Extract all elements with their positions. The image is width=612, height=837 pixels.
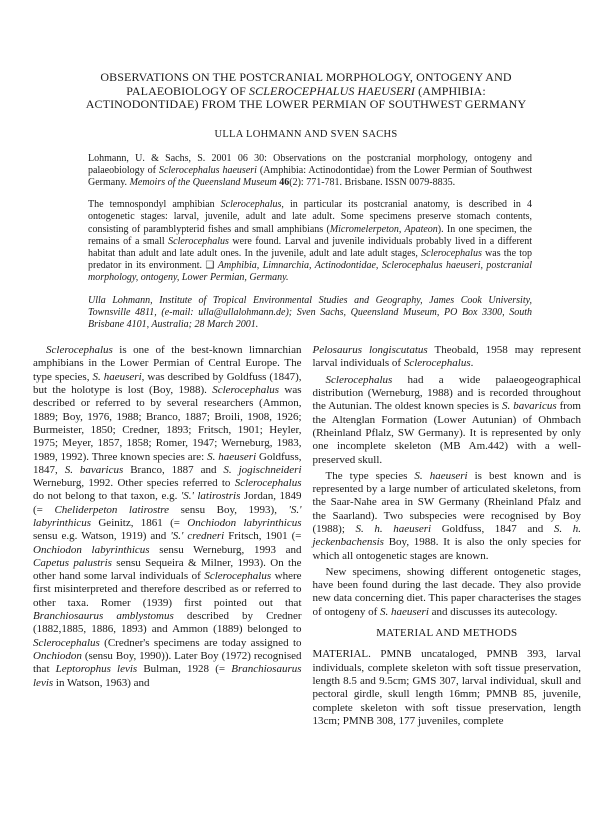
body-paragraph: The type species S. haeuseri is best known and is represented by a large number of articulated skeletons, from the Saar-Nahe area in SW Germany (Rheinland Pfalz and the Saarland). Two subspecies were recognised by Boy (1988); S. h. haeuseri Goldfuss, 1847 and S. h. jeckenbachensis Boy, 1988. It is also the only species for which all ontogenetic stages are known. (312, 469, 582, 562)
body-paragraph: New specimens, showing different ontogenetic stages, have been found during the last decade. They also provide new data concerning diet. This paper characterises the stages of ontogeny of S. haeuseri and discusses its autecology. (312, 565, 581, 618)
article-title-line-1: OBSERVATIONS ON THE POSTCRANIAL MORPHOLOGY, ONTOGENY AND (100, 70, 512, 84)
body-paragraph: Sclerocephalus had a wide palaeogeographical distribution (Werneburg, 1988) and is recorded throughout the Autunian. The oldest known species is S. bavaricus from the Altenglan Formation (Lower Autunian) of Ohmbach (Rheinland Pflalz, SW Germany). It is represented by only one incomplete skeleton (MB Am.442) with a well-preserved skull. (312, 373, 581, 466)
section-heading-material-and-methods: MATERIAL AND METHODS (376, 627, 518, 640)
citation-block: Lohmann, U. & Sachs, S. 2001 06 30: Observations on the postcranial morphology, ontogeny and palaeobiology of Sclerocephalus haeuseri (Amphibia: Actinodontidae) from the Lower Permian of Southwest Germany. Memoirs of the Queensland Museum 46(2): 771-781. Brisbane. ISSN 0079-8835. (88, 152, 532, 188)
body-paragraph: MATERIAL. PMNB uncataloged, PMNB 393, larval individuals, complete skeleton with soft tissue preservation, length 8.5 and 9.5cm; GMS 307, larval individual, skull and pectoral girdle, skull length 16mm; PMNB 85, juvenile, complete skeleton with soft tissue preservation, length 13cm; PMNB 308, 177 juveniles, complete (312, 648, 581, 727)
body-paragraph: Pelosaurus longiscutatus Theobald, 1958 may represent larval individuals of Sclerocephalus. (312, 344, 581, 370)
abstract-block: The temnospondyl amphibian Sclerocephalus, in particular its postcranial anatomy, is described in 4 ontogenetic stages: larval, juvenile, adult and late adult. Some specimens preserve stomach contents, consisting of paramblypterid fishes and small amphibians (Micromelerpeton, Apateon). In one specimen, the remains of a small Sclerocephalus were found. Larval and juvenile individuals probably lived in a different habitat than adult and late adult ones. In the juvenile, adult and late adult stages, Sclerocephalus was the top predator in its environment. ❑ Amphibia, Limnarchia, Actinodontidae, Sclerocephalus haeuseri, postcranial morphology, ontogeny, Lower Permian, Germany. (88, 199, 532, 284)
article-title-line-3: ACTINODONTIDAE) FROM THE LOWER PERMIAN OF SOUTHWEST GERMANY (85, 97, 527, 111)
body-paragraph: Sclerocephalus is one of the best-known limnarchian amphibians in the Lower Permian of Central Europe. The type species, S. haeuseri, was described by Goldfuss (1847), but the holotype is lost (Boy, 1988). Sclerocephalus was described or referred to by several researchers (Ammon, 1889; Boy, 1976, 1988; Branco, 1887; Broili, 1908, 1926; Burmeister, 1850; Credner, 1893; Fritsch, 1901; Heyler, 1975; Meyer, 1857, 1858; Romer, 1947; Werneburg, 1983, 1989, 1992). Three known species are: S. haeuseri Goldfuss, 1847, S. bavaricus Branco, 1887 and S. jogischneideri Werneburg, 1992. Other species referred to Sclerocephalus do not belong to that taxon, e.g. 'S.' latirostris Jordan, 1849 (= Cheliderpeton latirostre sensu Boy, 1993), 'S.' labyrinthicus Geinitz, 1861 (= Onchiodon labyrinthicus sensu e.g. Watson, 1919) and 'S.' credneri Fritsch, 1901 (= Onchiodon labyrinthicus sensu Werneburg, 1993 and Capetus palustris sensu Sequeira & Milner, 1993). On the other hand some larval individuals of Sclerocephalus where first misinterpreted and therefore described as or referred to other taxa. Romer (1939) first pointed out that Branchiosaurus amblystomus described by Credner (1882,1885, 1886, 1893) and Ammon (1889) belonged to Sclerocephalus (Credner's specimens are today assigned to Onchiodon (sensu Boy, 1990)). Later Boy (1972) recognised that Leptorophus levis Bulman, 1928 (= Branchiosaurus levis in Watson, 1963) and (33, 344, 302, 689)
left-column (33, 344, 302, 731)
authors-line: ULLA LOHMANN AND SVEN SACHS (214, 128, 398, 140)
article-title (32, 71, 580, 112)
right-column (313, 344, 582, 731)
body-columns (33, 344, 581, 731)
affiliation-block: Ulla Lohmann, Institute of Tropical Environmental Studies and Geography, James Cook University, Townsville 4811, (e-mail: ulla@ullalohmann.de); Sven Sachs, Queensland Museum, PO Box 3300, South Brisbane 4101, Australia; 28 March 2001. (88, 294, 532, 330)
article-title-line-2: PALAEOBIOLOGY OF SCLEROCEPHALUS HAEUSERI (AMPHIBIA: (126, 83, 486, 98)
